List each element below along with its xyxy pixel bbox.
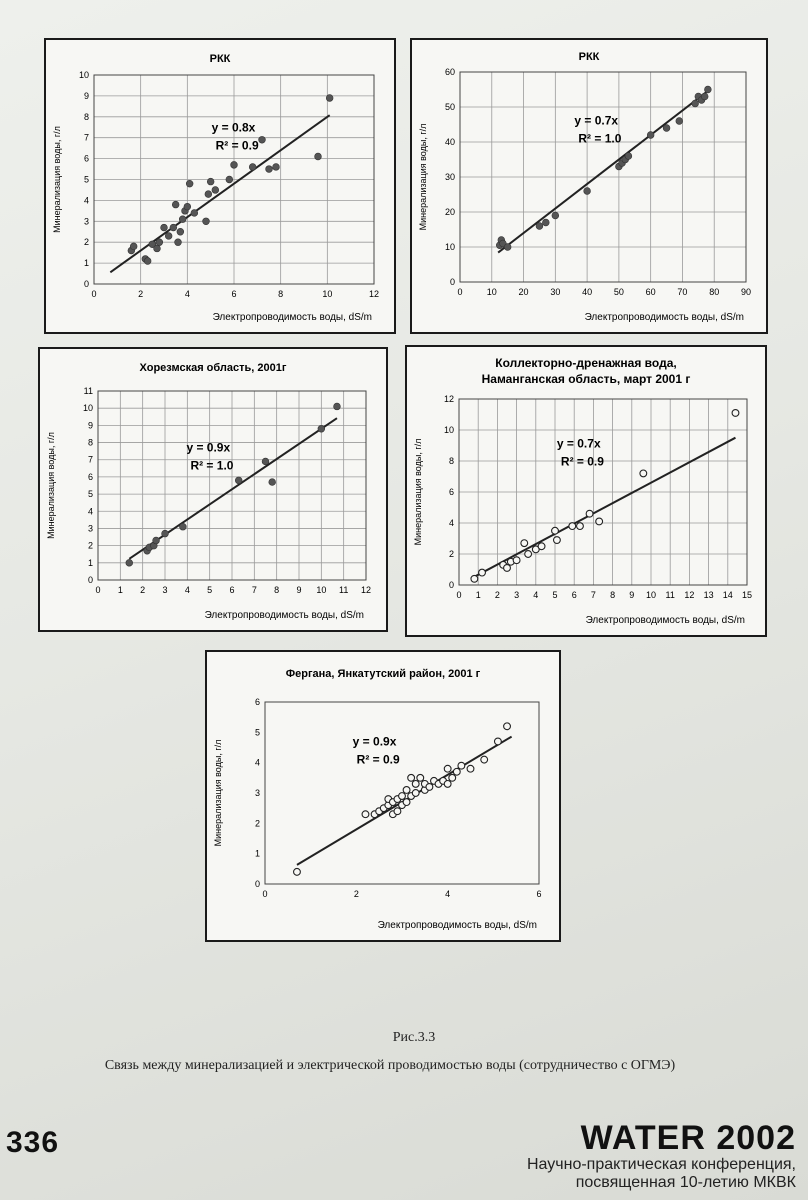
data-point (444, 765, 451, 772)
x-axis-label: Электропроводимость воды, dS/m (377, 920, 537, 931)
x-tick-label: 1 (475, 590, 481, 600)
data-point (130, 243, 137, 250)
data-point (172, 201, 179, 208)
data-point (334, 403, 341, 410)
r-squared-label: R² = 0.9 (560, 454, 604, 469)
data-point (521, 540, 528, 547)
data-point (471, 575, 478, 582)
data-point (495, 738, 502, 745)
brand-logo: WATER 2002 (580, 1119, 796, 1157)
data-point (552, 527, 559, 534)
trend-line (474, 438, 735, 577)
y-tick-label: 5 (83, 174, 89, 185)
y-tick-label: 5 (254, 727, 260, 738)
data-point (126, 559, 133, 566)
data-point (156, 239, 163, 246)
data-point (179, 523, 186, 530)
x-tick-label: 90 (740, 287, 752, 297)
data-point (226, 176, 233, 183)
x-tick-label: 7 (590, 590, 596, 600)
y-tick-label: 0 (448, 580, 454, 590)
x-tick-label: 2 (494, 590, 500, 600)
chart-svg-rkk-2 (412, 40, 766, 332)
x-tick-label: 2 (353, 889, 359, 899)
y-tick-label: 1 (83, 258, 89, 269)
y-axis-label: Минерализация воды, г/л (52, 126, 62, 233)
x-tick-label: 4 (184, 585, 190, 595)
x-tick-label: 40 (582, 287, 593, 297)
y-tick-label: 30 (444, 172, 455, 182)
data-point (663, 125, 670, 132)
chart-title: Хорезмская область, 2001г (139, 362, 287, 374)
y-tick-label: 0 (254, 879, 260, 889)
data-point (318, 425, 325, 432)
y-tick-label: 8 (83, 111, 89, 122)
y-tick-label: 1 (87, 557, 93, 568)
data-point (175, 239, 182, 246)
x-tick-label: 15 (741, 590, 753, 600)
data-point (554, 537, 561, 544)
data-point (191, 210, 198, 217)
data-point (625, 153, 632, 160)
y-tick-label: 6 (83, 153, 89, 164)
x-tick-label: 8 (274, 585, 280, 595)
y-tick-label: 1 (254, 848, 260, 859)
x-tick-label: 0 (457, 287, 463, 297)
data-point (231, 161, 238, 168)
data-point (692, 100, 699, 107)
y-axis-label: Минерализация воды, г/л (418, 123, 428, 231)
chart-panel-namangan (405, 345, 767, 637)
r-squared-label: R² = 1.0 (190, 458, 234, 473)
x-tick-label: 60 (645, 287, 656, 297)
y-tick-label: 10 (443, 425, 454, 435)
figure-caption: Связь между минерализацией и электрической проводимостью воды (сотрудничество с ОГМЭ) (104, 1058, 676, 1073)
data-point (326, 95, 333, 102)
x-tick-label: 3 (514, 590, 520, 600)
x-tick-label: 0 (262, 889, 268, 899)
x-tick-label: 14 (722, 590, 733, 600)
data-point (212, 187, 219, 194)
data-point (453, 768, 460, 775)
chart-title-line1: Коллекторно-дренажная вода, (495, 356, 677, 370)
brand-subtitle-line2: посвященная 10-летию МКВК (575, 1174, 796, 1191)
data-point (704, 86, 711, 93)
data-point (235, 477, 242, 484)
y-tick-label: 0 (87, 575, 93, 585)
x-tick-label: 4 (445, 889, 451, 899)
data-point (262, 458, 269, 465)
x-tick-label: 10 (316, 585, 327, 595)
y-tick-label: 8 (448, 456, 454, 466)
data-point (170, 224, 177, 231)
x-tick-label: 6 (571, 590, 577, 600)
x-tick-label: 9 (629, 590, 635, 600)
data-point (203, 218, 210, 225)
x-tick-label: 70 (677, 287, 688, 297)
regression-equation: y = 0.8x (211, 120, 256, 135)
x-tick-label: 1 (117, 585, 123, 595)
x-tick-label: 8 (610, 590, 616, 600)
y-axis-label: Минерализация воды, г/л (46, 432, 56, 539)
y-tick-label: 6 (87, 471, 93, 482)
y-tick-label: 0 (449, 277, 455, 287)
y-tick-label: 9 (83, 90, 89, 101)
chart-title-line2: Наманганская область, март 2001 г (481, 372, 691, 386)
data-point (577, 523, 584, 530)
data-point (569, 523, 576, 530)
data-point (144, 258, 151, 265)
data-point (504, 565, 511, 572)
x-tick-label: 11 (665, 590, 675, 600)
x-tick-label: 10 (322, 289, 333, 299)
x-tick-label: 5 (207, 585, 213, 595)
chart-panel-fergana (205, 650, 561, 942)
conference-brand (527, 1120, 796, 1192)
y-tick-label: 5 (87, 489, 93, 500)
y-tick-label: 40 (444, 137, 455, 147)
x-axis-label: Электропроводимость воды, dS/m (212, 312, 372, 323)
data-point (412, 790, 419, 797)
data-point (525, 551, 532, 558)
y-tick-label: 7 (83, 132, 89, 143)
x-tick-label: 3 (162, 585, 168, 595)
data-point (403, 799, 410, 806)
y-tick-label: 60 (444, 67, 455, 77)
chart-svg-fergana (207, 652, 559, 940)
y-axis-label: Минерализация воды, г/л (413, 438, 423, 546)
y-axis-label: Минерализация воды, г/л (213, 739, 223, 847)
data-point (249, 164, 256, 171)
figure-label: Рис.3.3 (392, 1030, 436, 1045)
x-tick-label: 12 (368, 289, 380, 299)
data-point (504, 244, 511, 251)
x-tick-label: 10 (645, 590, 657, 600)
data-point (186, 180, 193, 187)
y-tick-label: 20 (444, 207, 455, 217)
x-tick-label: 20 (518, 287, 529, 297)
x-tick-label: 11 (338, 585, 349, 595)
chart-panel-rkk-1 (44, 38, 396, 334)
x-tick-label: 12 (684, 590, 695, 600)
y-tick-label: 2 (254, 818, 260, 829)
chart-panel-khorezm (38, 347, 388, 632)
regression-equation: y = 0.9x (186, 440, 231, 455)
regression-equation: y = 0.7x (574, 113, 619, 128)
trend-line (129, 418, 337, 559)
y-tick-label: 4 (254, 757, 260, 768)
data-point (294, 868, 301, 875)
chart-title: Фергана, Янкатутский район, 2001 г (285, 668, 481, 680)
data-point (273, 164, 280, 171)
x-tick-label: 6 (536, 889, 542, 899)
brand-subtitle-line1: Научно-практическая конференция, (527, 1156, 796, 1173)
x-tick-label: 0 (95, 585, 101, 595)
x-tick-label: 12 (360, 585, 372, 595)
x-tick-label: 2 (138, 289, 144, 299)
page-number: 336 (6, 1126, 60, 1159)
y-tick-label: 50 (444, 102, 455, 112)
x-tick-label: 5 (552, 590, 558, 600)
data-point (412, 781, 419, 788)
data-point (542, 219, 549, 226)
y-tick-label: 3 (254, 788, 260, 798)
data-point (584, 188, 591, 195)
data-point (596, 518, 603, 525)
data-point (315, 153, 322, 160)
data-point (467, 765, 474, 772)
x-tick-label: 9 (296, 585, 302, 595)
r-squared-label: R² = 0.9 (356, 752, 400, 767)
x-axis-label: Электропроводимость воды, dS/m (584, 312, 744, 323)
data-point (504, 723, 511, 730)
data-point (184, 203, 191, 210)
data-point (536, 223, 543, 230)
y-tick-label: 4 (83, 195, 89, 206)
data-point (552, 212, 559, 219)
y-tick-label: 6 (254, 697, 260, 707)
data-point (647, 132, 654, 139)
chart-svg-khorezm (40, 349, 386, 630)
x-tick-label: 50 (613, 287, 624, 297)
y-tick-label: 3 (83, 216, 89, 227)
y-tick-label: 10 (444, 242, 455, 252)
x-axis-label: Электропроводимость воды, dS/m (204, 610, 364, 621)
chart-title: РКК (578, 51, 600, 63)
x-tick-label: 13 (703, 590, 714, 600)
data-point (205, 191, 212, 198)
r-squared-label: R² = 1.0 (578, 131, 622, 146)
y-tick-label: 9 (87, 420, 93, 431)
data-point (586, 510, 593, 517)
data-point (362, 811, 369, 818)
x-tick-label: 2 (140, 585, 146, 595)
y-tick-label: 12 (443, 394, 454, 404)
data-point (538, 543, 545, 550)
x-axis-label: Электропроводимость воды, dS/m (585, 615, 745, 626)
chart-panel-rkk-2 (410, 38, 768, 334)
y-tick-label: 10 (78, 70, 89, 80)
data-point (399, 793, 406, 800)
x-tick-label: 30 (550, 287, 561, 297)
data-point (513, 557, 520, 564)
x-tick-label: 10 (486, 287, 497, 297)
data-point (179, 216, 186, 223)
regression-equation: y = 0.7x (556, 436, 601, 451)
y-tick-label: 6 (448, 487, 454, 497)
y-tick-label: 10 (82, 403, 93, 414)
x-tick-label: 0 (91, 289, 97, 299)
data-point (403, 787, 410, 794)
y-tick-label: 3 (87, 523, 93, 534)
y-tick-label: 0 (83, 279, 89, 289)
r-squared-label: R² = 0.9 (215, 138, 259, 153)
y-tick-label: 8 (87, 437, 93, 448)
data-point (701, 93, 708, 100)
y-tick-label: 2 (87, 540, 93, 551)
y-tick-label: 4 (87, 506, 93, 517)
x-tick-label: 6 (229, 585, 235, 595)
data-point (153, 537, 160, 544)
x-tick-label: 4 (533, 590, 539, 600)
data-point (444, 781, 451, 788)
data-point (266, 166, 273, 173)
data-point (449, 774, 456, 781)
chart-title: РКК (209, 53, 231, 65)
data-point (676, 118, 683, 125)
chart-svg-namangan (407, 347, 765, 635)
y-tick-label: 4 (448, 518, 454, 528)
data-point (417, 774, 424, 781)
data-point (458, 762, 465, 769)
regression-equation: y = 0.9x (352, 734, 397, 749)
data-point (207, 178, 214, 185)
x-tick-label: 7 (251, 585, 257, 595)
y-tick-label: 2 (83, 237, 89, 248)
data-point (640, 470, 647, 477)
data-point (165, 233, 172, 240)
y-tick-label: 7 (87, 454, 93, 465)
y-tick-label: 2 (448, 549, 454, 559)
data-point (408, 774, 415, 781)
x-tick-label: 80 (709, 287, 720, 297)
data-point (426, 784, 433, 791)
x-tick-label: 8 (278, 289, 284, 299)
chart-svg-rkk-1 (46, 40, 394, 332)
x-tick-label: 0 (456, 590, 462, 600)
x-tick-label: 4 (184, 289, 190, 299)
data-point (481, 756, 488, 763)
data-point (269, 479, 276, 486)
data-point (161, 224, 168, 231)
data-point (394, 808, 401, 815)
data-point (162, 530, 169, 537)
x-tick-label: 6 (231, 289, 237, 299)
y-tick-label: 11 (83, 386, 93, 396)
data-point (259, 136, 266, 143)
data-point (154, 245, 161, 252)
data-point (479, 569, 486, 576)
data-point (177, 228, 184, 235)
data-point (732, 410, 739, 417)
